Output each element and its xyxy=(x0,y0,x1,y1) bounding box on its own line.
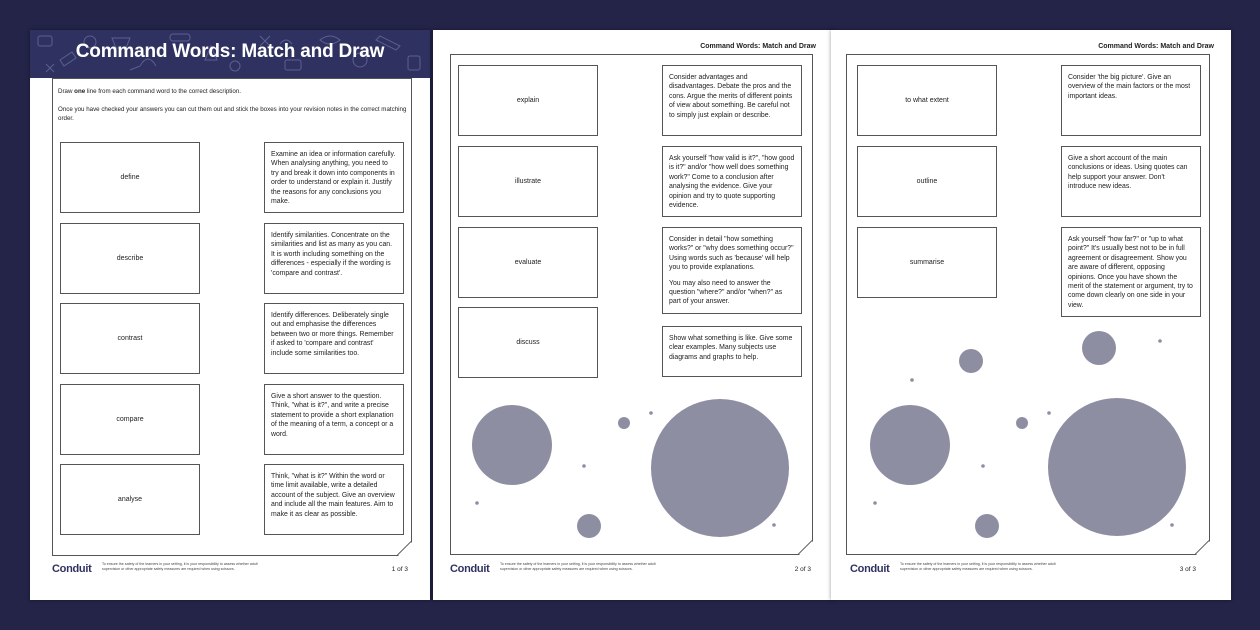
decorative-dot xyxy=(981,464,985,468)
decorative-dot xyxy=(1158,339,1162,343)
title-banner xyxy=(30,30,430,78)
conduit-logo: Conduit xyxy=(850,563,890,575)
decorative-circle xyxy=(1082,331,1116,365)
page-footer xyxy=(450,562,811,578)
command-word-box[interactable]: compare xyxy=(60,384,200,455)
command-word-box[interactable]: illustrate xyxy=(458,146,598,217)
conduit-logo: Conduit xyxy=(450,563,490,575)
page-number: 2 of 3 xyxy=(794,566,811,573)
running-head: Command Words: Match and Draw xyxy=(1098,43,1214,50)
instruction-2: Once you have checked your answers you can cut them out and stick the boxes into your revision notes in the correct matching order. xyxy=(58,106,407,122)
description-text: You may also need to answer the question "where?" and/or "when?" as part of your answer. xyxy=(669,279,783,306)
conduit-logo: Conduit xyxy=(52,563,92,575)
decorative-circle xyxy=(1016,417,1028,429)
decorative-circles xyxy=(831,30,1231,600)
command-word-box[interactable]: outline xyxy=(857,146,997,217)
page-footer xyxy=(52,562,408,578)
page-title: Command Words: Match and Draw xyxy=(75,41,385,62)
page-footer xyxy=(850,562,1196,578)
command-word-box[interactable]: summarise xyxy=(857,227,997,298)
decorative-dot xyxy=(772,523,776,527)
command-word-box[interactable]: discuss xyxy=(458,307,598,378)
command-word-box[interactable]: define xyxy=(60,142,200,213)
safety-disclaimer: To ensure the safety of the learners in your setting, it is your responsibility to assess whether adult supervision or other appropriate safety measures are required when using scissors. xyxy=(500,562,656,571)
decorative-circle xyxy=(959,349,983,373)
description-text: Show what something is like. Give some clear examples. Many subjects use diagrams and graphs to help. xyxy=(669,335,793,361)
command-word-box[interactable]: describe xyxy=(60,223,200,294)
description-box[interactable]: Give a short account of the main conclusions or ideas. Using quotes can help support your answer. Don't introduce new ideas. xyxy=(1061,146,1201,217)
decorative-circle xyxy=(618,417,630,429)
command-word-box[interactable]: evaluate xyxy=(458,227,598,298)
decorative-circle xyxy=(975,514,999,538)
page-number: 1 of 3 xyxy=(391,566,408,573)
description-box[interactable]: Identify similarities. Concentrate on the similarities and list as many as you can. It is worth including something on the differences - especially if the wording is 'compare and contrast'. xyxy=(264,223,404,294)
decorative-dot xyxy=(873,501,877,505)
description-text: Consider advantages and disadvantages. Debate the pros and the cons. Argue the merits of different points of view about something. Be careful not to simply just explain or describe. xyxy=(669,74,793,119)
decorative-dot xyxy=(1047,411,1051,415)
decorative-circle xyxy=(651,399,789,537)
page-number: 3 of 3 xyxy=(1179,566,1196,573)
instruction-1: Draw one line from each command word to the correct description. xyxy=(58,88,241,95)
description-box[interactable]: Ask yourself "how far?" or "up to what point?" It's usually best not to be in full agreement or disagreement. Show you are aware of different, opposing opinions. Once you have shown the merit of the statement or argument, try to come down clearly on one side in your view. xyxy=(1061,227,1201,317)
decorative-dot xyxy=(649,411,653,415)
decorative-circle xyxy=(1048,398,1186,536)
description-box[interactable]: Give a short answer to the question. Think, "what is it?", and write a precise statement to provide a short explanation of the meaning of a term, a concept or a word. xyxy=(264,384,404,455)
worksheet-page-3 xyxy=(831,30,1231,600)
description-box[interactable]: Consider 'the big picture'. Give an overview of the main factors or the most important ideas. xyxy=(1061,65,1201,136)
decorative-circle xyxy=(472,405,552,485)
command-word-box[interactable]: explain xyxy=(458,65,598,136)
running-head: Command Words: Match and Draw xyxy=(700,43,816,50)
description-box[interactable]: Think, "what is it?" Within the word or time limit available, write a detailed account of the subject. Give an overview and include all the main features. Aim to make it as clear as possible. xyxy=(264,464,404,535)
command-word-box[interactable]: contrast xyxy=(60,303,200,374)
safety-disclaimer: To ensure the safety of the learners in your setting, it is your responsibility to assess whether adult supervision or other appropriate safety measures are required when using scissors. xyxy=(102,562,258,571)
worksheet-page-2 xyxy=(433,30,833,600)
safety-disclaimer: To ensure the safety of the learners in your setting, it is your responsibility to assess whether adult supervision or other appropriate safety measures are required when using scissors. xyxy=(900,562,1056,571)
decorative-circles xyxy=(433,30,833,600)
decorative-dot xyxy=(582,464,586,468)
worksheet-page-1 xyxy=(30,30,430,600)
description-text: Consider in detail "how something works?" or "why does something occur?" Using words such as 'because' will help you to provide explanations. xyxy=(669,236,794,272)
decorative-dot xyxy=(475,501,479,505)
description-box[interactable]: Examine an idea or information carefully. When analysing anything, you need to try and break it down into components in order to understand or explain it. Justify the reasons for any conclusions you make. xyxy=(264,142,404,213)
description-box[interactable]: Identify differences. Deliberately single out and emphasise the differences between two or more things. Remember if asked to 'compare and contrast' include some similarities too. xyxy=(264,303,404,374)
decorative-dot xyxy=(910,378,914,382)
command-word-box[interactable]: analyse xyxy=(60,464,200,535)
description-text: Ask yourself "how valid is it?", "how good is it?" and/or "how well does something work?" Come to a conclusion after analysing the evidence. Give your opinion and try to quote supporting evidence. xyxy=(669,155,795,210)
command-word-box[interactable]: to what extent xyxy=(857,65,997,136)
decorative-circle xyxy=(870,405,950,485)
decorative-dot xyxy=(1170,523,1174,527)
decorative-circle xyxy=(577,514,601,538)
